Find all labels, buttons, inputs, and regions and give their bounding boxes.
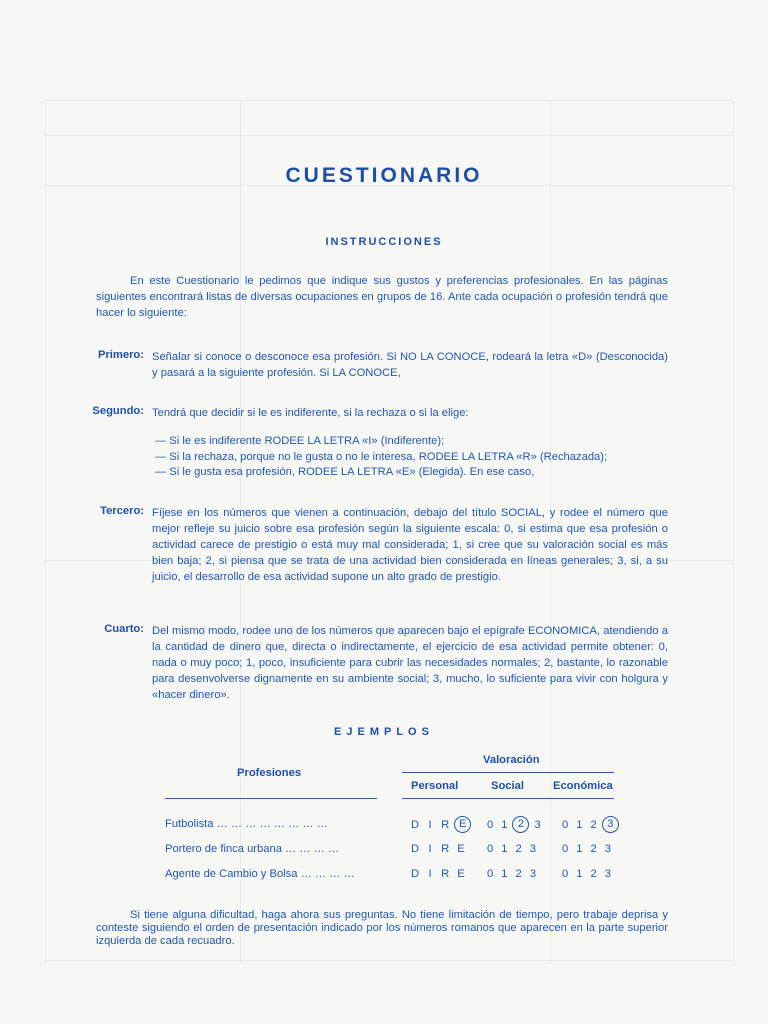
economica-choices [562,868,611,880]
step-text-primero: Señalar si conoce o desconoce esa profesión. Si NO LA CONOCE, rodeará la letra «D» (Desconocida) y pasará a la siguiente profesión. Si LA CONOCE, [152,351,668,379]
examples-heading: EJEMPLOS [334,726,434,738]
rating-option[interactable]: 3 [604,868,611,880]
rating-option[interactable]: 0 [487,868,494,880]
rating-option[interactable]: 1 [501,818,508,831]
rating-option[interactable]: D [411,843,420,855]
social-choices [487,868,536,880]
rating-option[interactable]: R [441,818,450,831]
col-header-profesiones: Profesiones [237,767,302,779]
show-through-line [45,100,46,964]
rating-option-circled[interactable]: 3 [602,816,619,833]
choice-list [155,434,675,481]
rating-option[interactable]: 0 [562,843,569,855]
rating-option[interactable]: 3 [529,843,536,855]
rating-option[interactable]: 1 [501,843,508,855]
rating-option[interactable]: 3 [529,868,536,880]
step-text-tercero: Fíjese en los números que vienen a continuación, debajo del título SOCIAL, y rodee el número que mejor refleje su juicio sobre esa profesión según la siguiente escala: 0, si estima que esa profesión o actividad carece de prestigio o está muy mal considerada; 1, si cree que su valoración social es más bien baja; 2, si piensa que se trata de una actividad bien considerada en líneas generales; 3, si, a su juicio, el desarrollo de esa actividad supone un alto grado de prestigio. [152,507,668,583]
step-text-segundo: Tendrá que decidir si le es indiferente, si la rechaza o si la elige: [152,407,469,419]
personal-choices [411,868,465,880]
example-profession: Agente de Cambio y Bolsa … … … … [165,868,355,880]
rating-option[interactable]: I [428,818,432,831]
rating-option[interactable]: R [441,868,450,880]
list-item: — Si le es indiferente RODEE LA LETRA «I» (Indiferente); [155,434,675,450]
example-profession: Futbolista … … … … … … … … [165,818,328,830]
page-title: CUESTIONARIO [285,164,483,187]
rating-option[interactable]: D [411,818,420,831]
intro-paragraph: En este Cuestionario le pedimos que indique sus gustos y preferencias profesionales. En las páginas siguientes encontrará listas de diversas ocupaciones en grupos de 16. Ante cada ocupación o profesión tendrá que hacer lo siguiente: [96,275,668,319]
rating-option[interactable]: 2 [590,843,597,855]
rating-option[interactable]: 1 [576,843,583,855]
rating-option[interactable]: 2 [590,818,597,831]
rating-option[interactable]: 3 [604,843,611,855]
rating-option[interactable]: 1 [501,868,508,880]
rating-option[interactable]: 1 [576,818,583,831]
header-rule [402,772,614,773]
rating-option[interactable]: R [441,843,450,855]
economica-choices [562,818,616,831]
show-through-line [45,135,733,136]
rating-option[interactable]: 0 [562,818,569,831]
rating-option[interactable]: 2 [590,868,597,880]
rating-option-circled[interactable]: 2 [512,816,529,833]
step-label-primero: Primero: [97,349,144,361]
rating-option[interactable]: I [428,843,432,855]
social-choices [487,818,541,831]
personal-choices [411,818,468,831]
rating-option[interactable]: 2 [515,868,522,880]
rating-option[interactable]: E [457,843,465,855]
show-through-line [45,960,733,961]
table-rule [165,798,377,799]
step-label-tercero: Tercero: [100,505,144,517]
rating-option[interactable]: 2 [515,843,522,855]
col-header-valoracion: Valoración [483,754,540,766]
col-header-economica: Económica [553,780,613,792]
list-item: — Si la rechaza, porque no le gusta o no le interesa, RODEE LA LETRA «R» (Rechazada); [155,450,675,466]
closing-paragraph: Si tiene alguna dificultad, haga ahora sus preguntas. No tiene limitación de tiempo, pero trabaje deprisa y conteste siguiendo el orden de presentación indicado por los números romanos que aparecen en la parte superior izquierda de cada recuadro. [96,909,668,947]
col-header-personal: Personal [411,780,459,792]
personal-choices [411,843,465,855]
instructions-heading: INSTRUCCIONES [325,236,443,248]
rating-option[interactable]: I [428,868,432,880]
rating-option[interactable]: 1 [576,868,583,880]
show-through-line [733,100,734,964]
rating-option[interactable]: E [457,868,465,880]
step-label-cuarto: Cuarto: [104,623,144,635]
rating-option-circled[interactable]: E [454,816,471,833]
rating-option[interactable]: D [411,868,420,880]
social-choices [487,843,536,855]
col-header-social: Social [491,780,524,792]
rating-option[interactable]: 0 [487,818,494,831]
step-text-cuarto: Del mismo modo, rodee uno de los números que aparecen bajo el epígrafe ECONOMICA, atendiendo a la cantidad de dinero que, directa o indirectamente, el ejercicio de esa actividad permite obtener: 0, nada o muy poco; 1, poco, insuficiente para cubrir las necesidades normales; 2, bastante, lo razonable para desenvolverse dignamente en su ambiente social; 3, mucho, lo suficiente para vivir con holgura y «hacer dinero». [152,625,668,701]
step-label-segundo: Segundo: [92,405,144,417]
rating-option[interactable]: 3 [534,818,541,831]
list-item: — Si le gusta esa profesión, RODEE LA LETRA «E» (Elegida). En ese caso, [155,465,675,481]
rating-option[interactable]: 0 [487,843,494,855]
table-rule [402,798,614,799]
rating-option[interactable]: 0 [562,868,569,880]
economica-choices [562,843,611,855]
example-profession: Portero de finca urbana … … … … [165,843,340,855]
show-through-line [45,100,733,101]
